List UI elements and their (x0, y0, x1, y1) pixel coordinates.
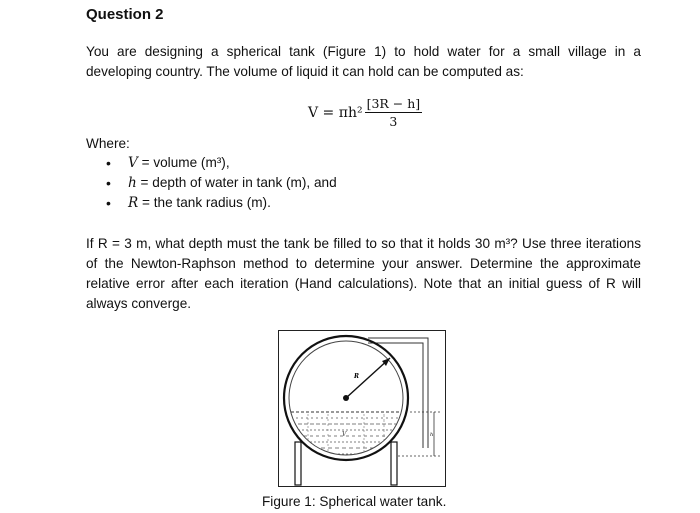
definition-item (106, 193, 337, 213)
volume-formula (308, 96, 422, 129)
pipe-line-inner (368, 343, 423, 448)
tank-leg-left (295, 442, 301, 485)
radius-line (346, 358, 390, 398)
formula-numerator: [3R − h] (366, 96, 421, 111)
tank-leg-right (391, 442, 397, 485)
definition-item (106, 173, 337, 193)
radius-label: R (354, 373, 359, 380)
definition-symbol: R (128, 195, 139, 211)
task-paragraph: If R = 3 m, what depth must the tank be filled to so that it holds 30 m³? Use three iterations of the Newton-Raphson method to determine your answer. Determine the approximate relative error after each iteration (Hand calculations). Note that an initial guess of R will always converge. (86, 236, 641, 311)
formula-lhs: V = πh² (308, 104, 363, 121)
spherical-tank-figure (278, 330, 446, 487)
definition-text: = volume (m³), (137, 155, 230, 170)
bullet-icon: • (106, 175, 111, 191)
definition-text: = depth of water in tank (m), and (136, 175, 337, 190)
figure-caption: Figure 1: Spherical water tank. (262, 494, 447, 509)
definition-symbol: h (128, 175, 137, 191)
definition-text: = the tank radius (m). (138, 195, 271, 210)
bullet-icon: • (106, 195, 111, 211)
formula-denominator: 3 (389, 114, 398, 129)
volume-label: V (342, 431, 347, 438)
definition-list (106, 153, 337, 213)
definition-symbol: V (128, 155, 138, 171)
question-title: Question 2 (86, 6, 164, 23)
center-point (343, 395, 349, 401)
formula-fraction (365, 96, 423, 129)
where-label: Where: (86, 136, 130, 151)
bullet-icon: • (106, 155, 111, 171)
intro-paragraph: You are designing a spherical tank (Figure 1) to hold water for a small village in a developing country. The volume of liquid it can hold can be computed as: (86, 44, 641, 79)
definition-item (106, 153, 337, 173)
depth-label: h (430, 432, 434, 438)
